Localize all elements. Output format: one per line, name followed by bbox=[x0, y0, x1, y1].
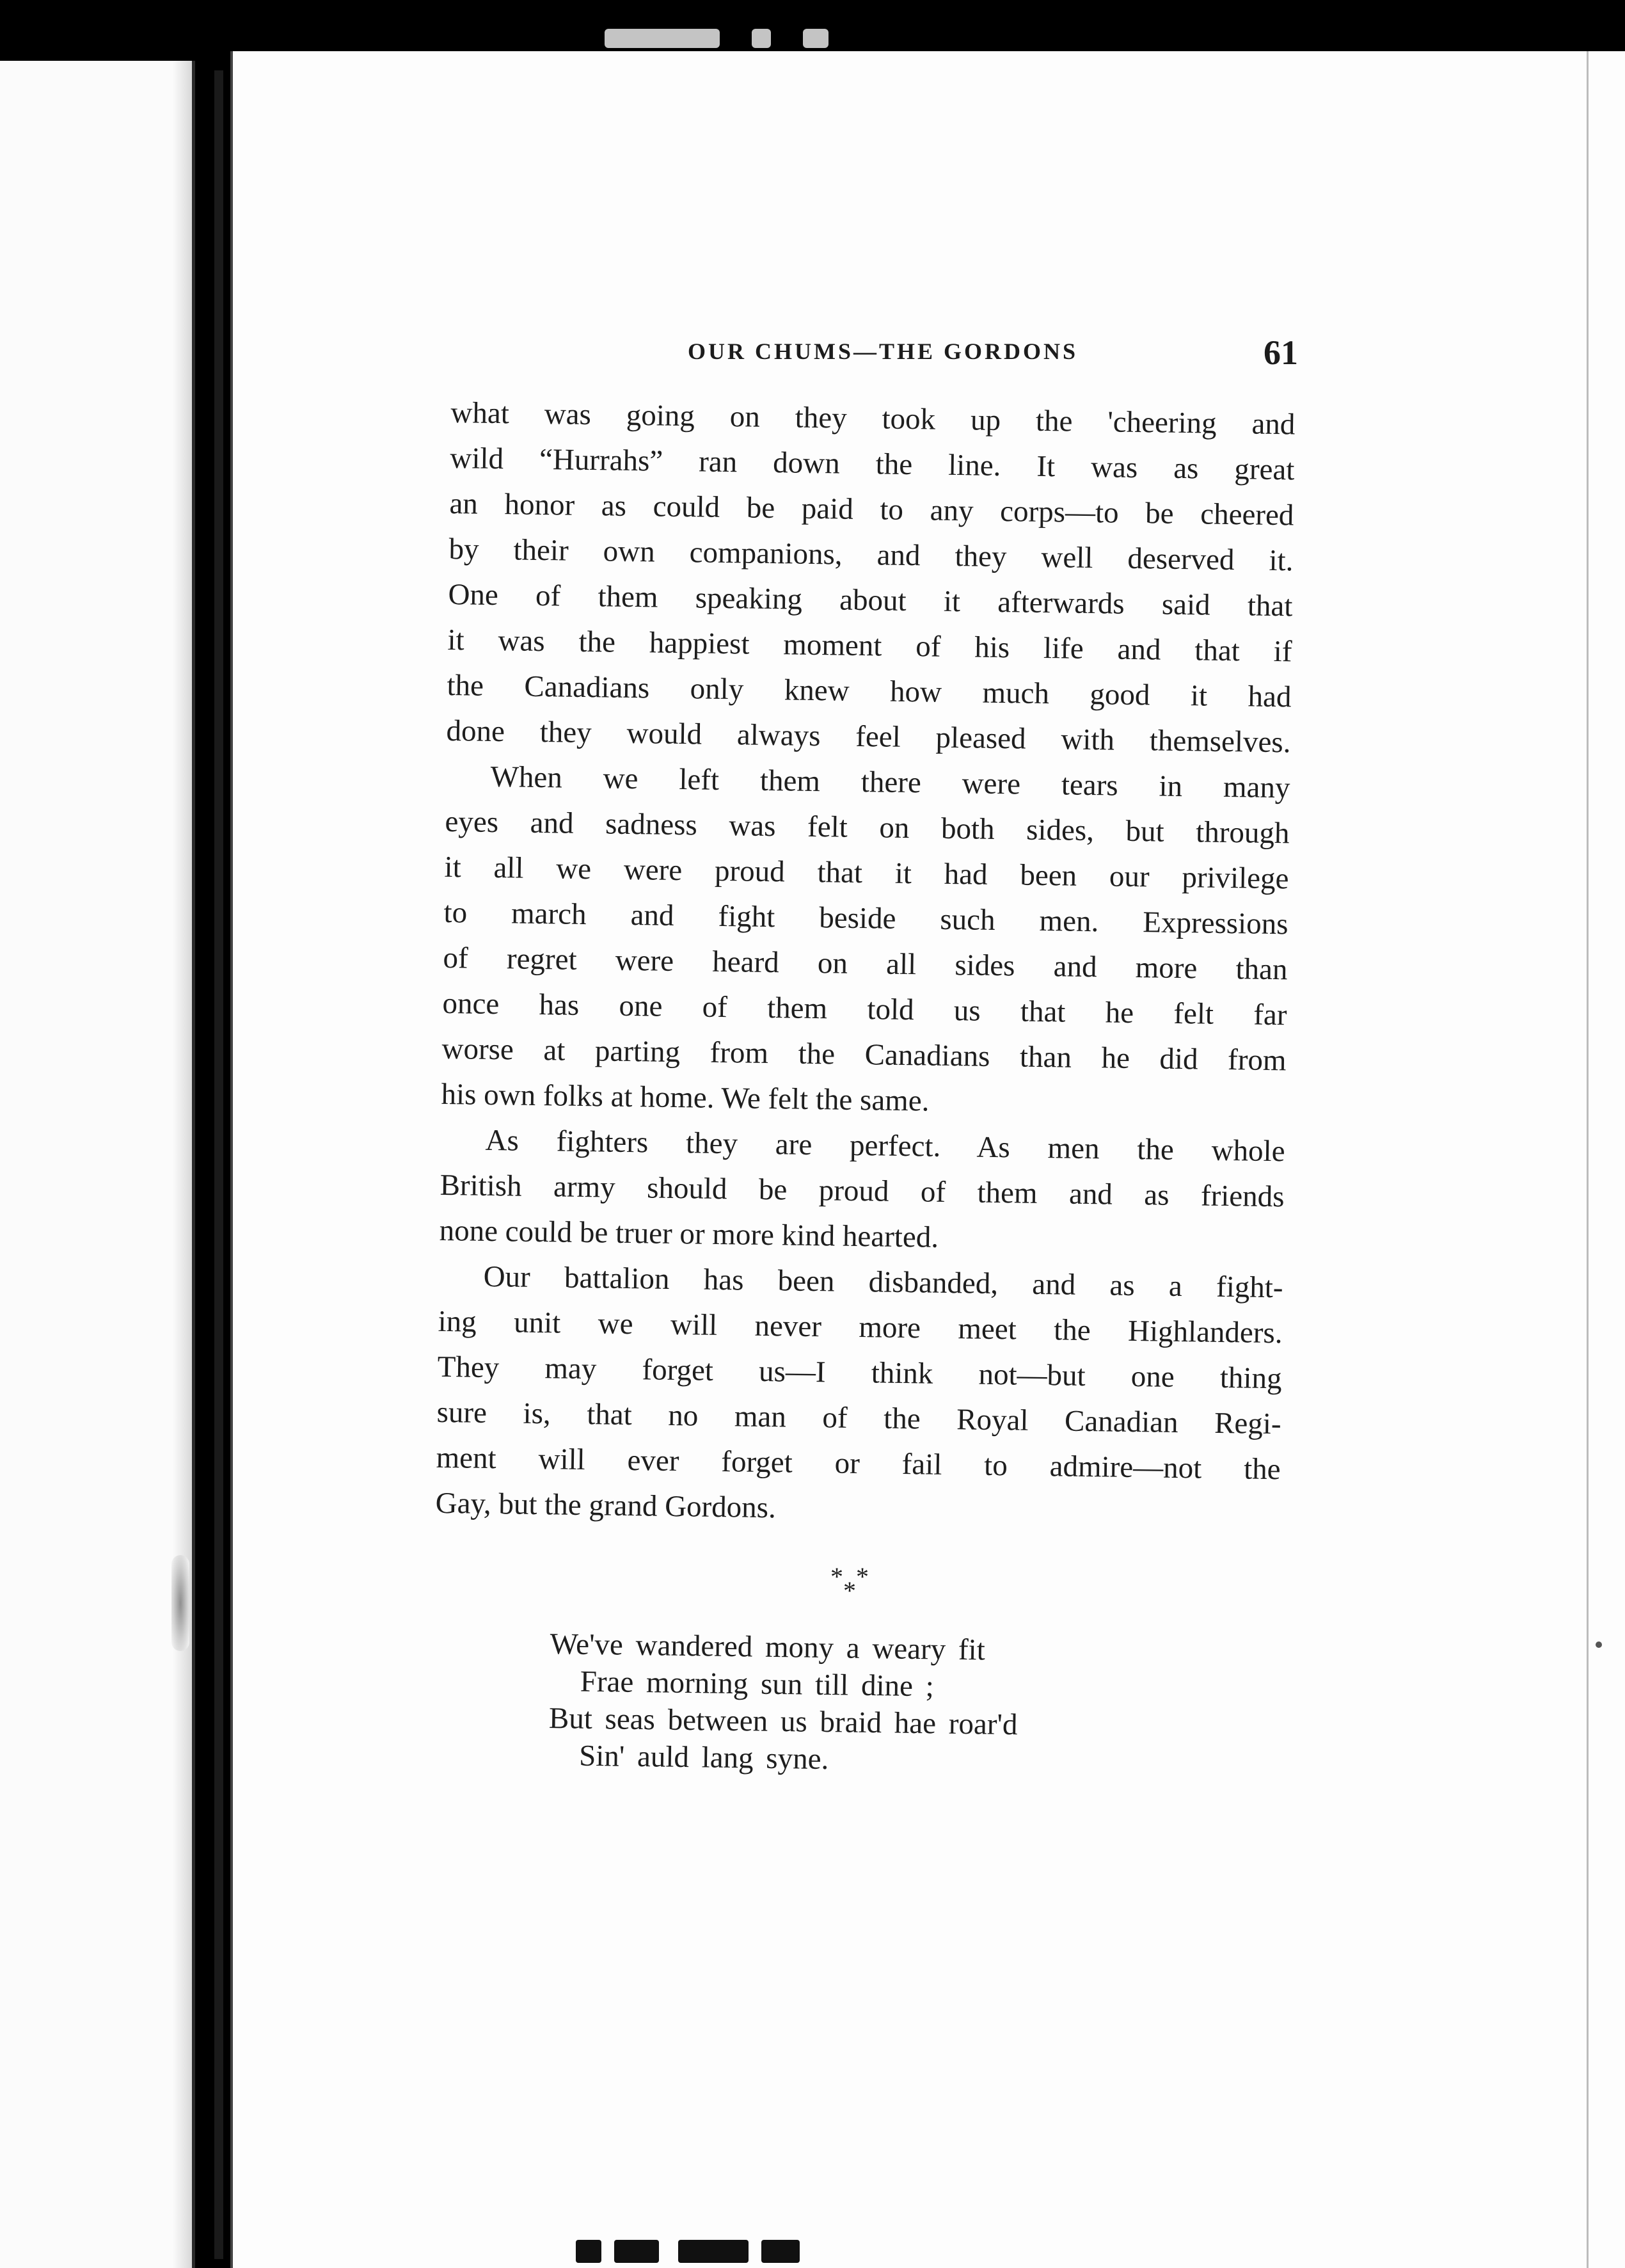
text-line: ment will ever forget or fail to admire—not the bbox=[436, 1441, 1281, 1487]
text-line: As fighters they are perfect. As men the whole bbox=[485, 1123, 1285, 1169]
separator-star: * bbox=[830, 1562, 843, 1591]
text-line: by their own companions, and they well deserved it. bbox=[448, 532, 1294, 578]
text-line: They may forget us—I think not—but one thing bbox=[437, 1350, 1282, 1396]
separator-star: * bbox=[843, 1576, 856, 1605]
text-line: done they would always feel pleased with themselves. bbox=[446, 714, 1291, 760]
poem-line: Frae morning sun till dine ; bbox=[580, 1665, 935, 1704]
binding-edge-line bbox=[214, 70, 223, 2259]
text-line: what was going on they took up the 'cheering and bbox=[450, 395, 1296, 442]
bottom-scan-artifact bbox=[761, 2240, 800, 2263]
page-number: 61 bbox=[1264, 333, 1298, 372]
text-line: Gay, but the grand Gordons. bbox=[435, 1486, 777, 1525]
text-line: sure is, that no man of the Royal Canadian Regi- bbox=[436, 1395, 1281, 1441]
poem-line: But seas between us braid hae roar'd bbox=[548, 1701, 1018, 1742]
top-scan-artifact bbox=[605, 29, 720, 48]
text-line: British army should be proud of them and as friends bbox=[440, 1168, 1285, 1214]
text-line: Our battalion has been disbanded, and as a fight- bbox=[483, 1259, 1283, 1305]
text-line: once has one of them told us that he felt far bbox=[442, 986, 1287, 1032]
text-line: When we left them there were tears in many bbox=[490, 760, 1290, 805]
text-line: none could be truer or more kind hearted. bbox=[439, 1213, 939, 1254]
text-line: to march and fight beside such men. Expressions bbox=[443, 895, 1288, 941]
poem-line: Sin' auld lang syne. bbox=[578, 1739, 829, 1777]
section-separator bbox=[830, 1561, 888, 1606]
text-line: it was the happiest moment of his life and that if bbox=[447, 623, 1292, 669]
poem-verse bbox=[548, 1625, 1019, 1780]
text-line: wild “Hurrahs” ran down the line. It was as great bbox=[450, 441, 1295, 487]
left-page-margin bbox=[0, 61, 195, 2268]
text-line: an honor as could be paid to any corps—to be cheered bbox=[449, 486, 1294, 532]
text-line: worse at parting from the Canadians than he did from bbox=[441, 1032, 1287, 1078]
bottom-scan-artifact bbox=[576, 2240, 601, 2263]
text-line: eyes and sadness was felt on both sides, but through bbox=[445, 804, 1290, 850]
text-line: the Canadians only knew how much good it had bbox=[447, 668, 1292, 714]
text-line: of regret were heard on all sides and more than bbox=[443, 941, 1288, 987]
text-line: ing unit we will never more meet the Highlanders. bbox=[438, 1304, 1283, 1350]
top-scan-artifact bbox=[752, 29, 771, 48]
gutter-shadow bbox=[173, 61, 192, 2268]
text-line: it all we were proud that it had been our privilege bbox=[444, 850, 1289, 896]
top-scan-artifact bbox=[803, 29, 828, 48]
poem-line: We've wandered mony a weary fit bbox=[550, 1627, 986, 1667]
bottom-scan-artifact bbox=[614, 2240, 659, 2263]
text-line: his own folks at home. We felt the same. bbox=[441, 1077, 930, 1118]
text-line: One of them speaking about it afterwards said that bbox=[448, 577, 1293, 623]
left-page-smudge bbox=[171, 1555, 189, 1651]
separator-star: * bbox=[856, 1562, 869, 1591]
body-text bbox=[435, 390, 1296, 1538]
running-head: OUR CHUMS—THE GORDONS bbox=[688, 339, 1079, 364]
bottom-scan-artifact bbox=[678, 2240, 749, 2263]
right-page-edge bbox=[1587, 51, 1625, 2268]
paper-speck bbox=[1596, 1641, 1602, 1648]
